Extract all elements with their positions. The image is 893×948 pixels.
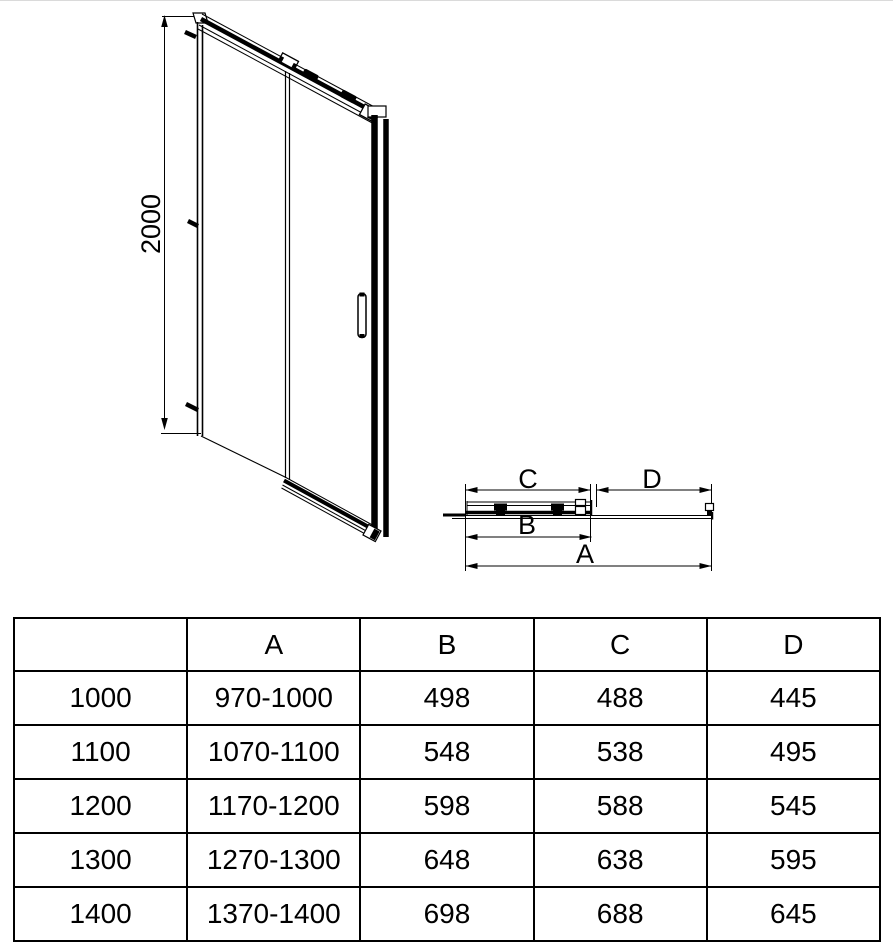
cell-c: 538	[534, 725, 707, 779]
door-plan-view	[443, 464, 714, 571]
cell-d: 645	[707, 887, 880, 941]
col-header-a: A	[187, 618, 360, 671]
plan-bracket-lower	[576, 507, 586, 515]
cell-b: 698	[360, 887, 533, 941]
right-post	[368, 106, 386, 537]
table-row	[14, 671, 880, 725]
cell-b: 598	[360, 779, 533, 833]
cell-d: 595	[707, 833, 880, 887]
fixed-glass-edge	[286, 71, 290, 480]
table-row	[14, 779, 880, 833]
left-wall-profile	[185, 13, 208, 436]
col-header-d: D	[707, 618, 880, 671]
plan-roller-2	[551, 504, 564, 511]
dimension-c	[466, 464, 591, 494]
cell-b: 498	[360, 671, 533, 725]
sliding-panel-plan	[466, 500, 592, 517]
cell-b: 648	[360, 833, 533, 887]
arrowhead-down	[161, 418, 168, 430]
height-dimension-label: 2000	[136, 193, 166, 255]
col-header-b: B	[360, 618, 533, 671]
dim-a-label: A	[575, 539, 595, 569]
cell-c: 488	[534, 671, 707, 725]
table-row	[14, 833, 880, 887]
cell-size: 1200	[14, 779, 187, 833]
col-header-size	[14, 618, 187, 671]
plan-bracket-upper	[576, 500, 586, 506]
dim-b-label: B	[517, 510, 537, 540]
wall-bracket-middle	[188, 221, 198, 226]
dimension-b	[466, 510, 592, 540]
door-handle	[358, 293, 366, 339]
size-table	[13, 617, 881, 942]
cell-a: 1270-1300	[187, 833, 360, 887]
cell-b: 548	[360, 725, 533, 779]
cell-d: 495	[707, 725, 880, 779]
wall-bracket-bottom	[186, 404, 198, 410]
door-elevation-view	[136, 13, 386, 542]
glass-clamp	[278, 53, 298, 69]
size-table-container	[13, 617, 881, 941]
cell-c: 638	[534, 833, 707, 887]
dim-d-label: D	[642, 464, 662, 494]
wall-bracket-top	[185, 32, 196, 37]
cell-a: 1170-1200	[187, 779, 360, 833]
table-header-row	[14, 618, 880, 671]
plan-roller-1	[494, 504, 507, 511]
cell-d: 545	[707, 779, 880, 833]
cell-size: 1000	[14, 671, 187, 725]
dim-c-label: C	[518, 464, 538, 494]
bottom-rail	[201, 436, 381, 542]
plan-wall-bracket-right	[706, 504, 714, 511]
cell-size: 1100	[14, 725, 187, 779]
cell-a: 1070-1100	[187, 725, 360, 779]
plan-drawing	[443, 500, 714, 520]
dimension-a	[466, 539, 712, 569]
col-header-c: C	[534, 618, 707, 671]
cell-a: 970-1000	[187, 671, 360, 725]
dimension-d	[597, 464, 712, 494]
table-row	[14, 725, 880, 779]
cell-a: 1370-1400	[187, 887, 360, 941]
cell-c: 588	[534, 779, 707, 833]
cell-size: 1400	[14, 887, 187, 941]
cell-c: 688	[534, 887, 707, 941]
cell-d: 445	[707, 671, 880, 725]
table-row	[14, 887, 880, 941]
roller-carriage-1	[301, 68, 319, 83]
cell-size: 1300	[14, 833, 187, 887]
